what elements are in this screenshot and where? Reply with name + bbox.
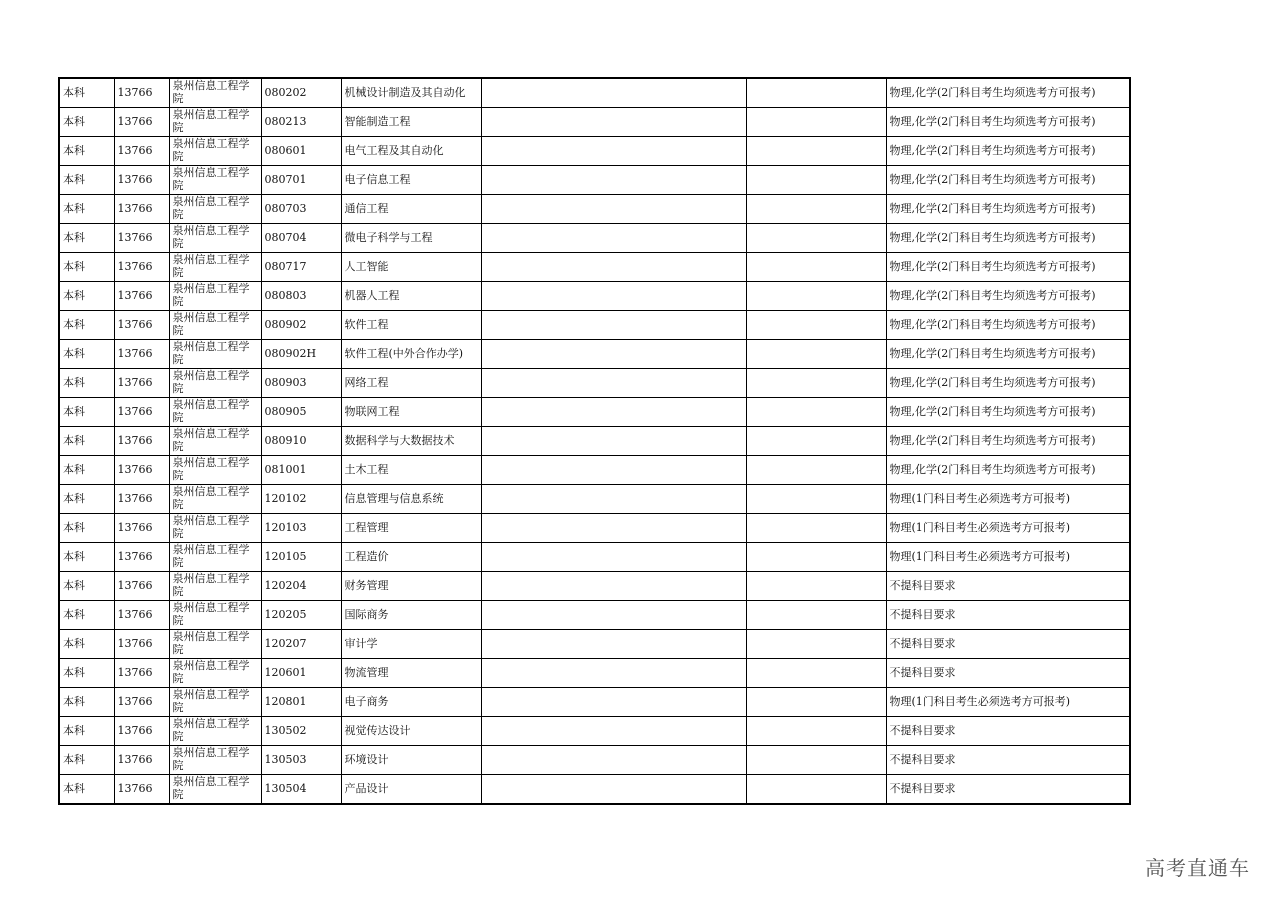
cell-major-name: 环境设计: [341, 746, 481, 775]
table-row: [59, 282, 1130, 311]
cell-empty-1: [481, 485, 746, 514]
cell-empty-2: [746, 78, 886, 108]
cell-major-name: 软件工程: [341, 311, 481, 340]
table-row: [59, 746, 1130, 775]
cell-empty-2: [746, 717, 886, 746]
cell-school-code: 13766: [114, 340, 169, 369]
table-row: [59, 340, 1130, 369]
cell-school-code: 13766: [114, 688, 169, 717]
cell-major-name: 数据科学与大数据技术: [341, 427, 481, 456]
cell-school-name: 泉州信息工程学院: [169, 166, 261, 195]
cell-subject-requirement: 物理,化学(2门科目考生均须选考方可报考): [886, 282, 1130, 311]
cell-level: 本科: [59, 543, 114, 572]
cell-level: 本科: [59, 398, 114, 427]
cell-major-code: 080213: [261, 108, 341, 137]
table-row: [59, 137, 1130, 166]
cell-school-name: 泉州信息工程学院: [169, 282, 261, 311]
cell-level: 本科: [59, 253, 114, 282]
cell-empty-2: [746, 195, 886, 224]
table-row: [59, 659, 1130, 688]
cell-major-code: 080902: [261, 311, 341, 340]
cell-major-name: 机械设计制造及其自动化: [341, 78, 481, 108]
cell-level: 本科: [59, 427, 114, 456]
table-row: [59, 398, 1130, 427]
table-row: [59, 485, 1130, 514]
table-row: [59, 514, 1130, 543]
cell-school-code: 13766: [114, 775, 169, 805]
cell-major-name: 工程管理: [341, 514, 481, 543]
cell-empty-2: [746, 456, 886, 485]
cell-empty-2: [746, 485, 886, 514]
cell-school-name: 泉州信息工程学院: [169, 688, 261, 717]
cell-major-name: 电子信息工程: [341, 166, 481, 195]
cell-empty-1: [481, 717, 746, 746]
cell-school-name: 泉州信息工程学院: [169, 775, 261, 805]
cell-subject-requirement: 物理,化学(2门科目考生均须选考方可报考): [886, 398, 1130, 427]
cell-major-name: 财务管理: [341, 572, 481, 601]
cell-subject-requirement: 物理,化学(2门科目考生均须选考方可报考): [886, 253, 1130, 282]
cell-empty-1: [481, 282, 746, 311]
cell-school-name: 泉州信息工程学院: [169, 78, 261, 108]
table-row: [59, 688, 1130, 717]
cell-major-code: 120207: [261, 630, 341, 659]
cell-empty-1: [481, 630, 746, 659]
cell-school-name: 泉州信息工程学院: [169, 195, 261, 224]
cell-major-code: 080202: [261, 78, 341, 108]
cell-empty-1: [481, 137, 746, 166]
cell-major-code: 080703: [261, 195, 341, 224]
cell-empty-2: [746, 746, 886, 775]
cell-level: 本科: [59, 717, 114, 746]
cell-major-name: 微电子科学与工程: [341, 224, 481, 253]
cell-empty-2: [746, 572, 886, 601]
cell-level: 本科: [59, 224, 114, 253]
cell-major-code: 080601: [261, 137, 341, 166]
cell-subject-requirement: 物理,化学(2门科目考生均须选考方可报考): [886, 78, 1130, 108]
requirements-table: [58, 77, 1131, 805]
cell-major-name: 软件工程(中外合作办学): [341, 340, 481, 369]
cell-school-name: 泉州信息工程学院: [169, 630, 261, 659]
cell-subject-requirement: 物理,化学(2门科目考生均须选考方可报考): [886, 195, 1130, 224]
table-row: [59, 427, 1130, 456]
cell-major-name: 智能制造工程: [341, 108, 481, 137]
cell-school-code: 13766: [114, 659, 169, 688]
cell-subject-requirement: 物理,化学(2门科目考生均须选考方可报考): [886, 137, 1130, 166]
cell-major-code: 080905: [261, 398, 341, 427]
cell-school-name: 泉州信息工程学院: [169, 543, 261, 572]
cell-subject-requirement: 不提科目要求: [886, 717, 1130, 746]
table-row: [59, 601, 1130, 630]
cell-school-name: 泉州信息工程学院: [169, 224, 261, 253]
cell-school-code: 13766: [114, 166, 169, 195]
cell-level: 本科: [59, 514, 114, 543]
cell-school-code: 13766: [114, 601, 169, 630]
cell-empty-2: [746, 514, 886, 543]
cell-school-code: 13766: [114, 311, 169, 340]
cell-empty-2: [746, 108, 886, 137]
cell-level: 本科: [59, 108, 114, 137]
table-row: [59, 369, 1130, 398]
cell-subject-requirement: 不提科目要求: [886, 775, 1130, 805]
cell-empty-2: [746, 369, 886, 398]
cell-school-code: 13766: [114, 398, 169, 427]
cell-major-code: 081001: [261, 456, 341, 485]
cell-school-name: 泉州信息工程学院: [169, 137, 261, 166]
cell-empty-1: [481, 746, 746, 775]
cell-level: 本科: [59, 775, 114, 805]
table-row: [59, 224, 1130, 253]
cell-major-name: 人工智能: [341, 253, 481, 282]
cell-school-name: 泉州信息工程学院: [169, 398, 261, 427]
cell-empty-2: [746, 311, 886, 340]
table-row: [59, 166, 1130, 195]
cell-school-code: 13766: [114, 253, 169, 282]
cell-subject-requirement: 物理(1门科目考生必须选考方可报考): [886, 543, 1130, 572]
cell-major-name: 网络工程: [341, 369, 481, 398]
cell-major-name: 电子商务: [341, 688, 481, 717]
table-row: [59, 456, 1130, 485]
cell-school-code: 13766: [114, 514, 169, 543]
cell-school-code: 13766: [114, 137, 169, 166]
cell-major-code: 120204: [261, 572, 341, 601]
cell-level: 本科: [59, 485, 114, 514]
cell-empty-1: [481, 253, 746, 282]
cell-empty-1: [481, 659, 746, 688]
cell-empty-1: [481, 775, 746, 805]
cell-empty-1: [481, 78, 746, 108]
cell-empty-2: [746, 282, 886, 311]
cell-empty-1: [481, 340, 746, 369]
cell-empty-2: [746, 543, 886, 572]
cell-subject-requirement: 物理,化学(2门科目考生均须选考方可报考): [886, 427, 1130, 456]
cell-major-name: 土木工程: [341, 456, 481, 485]
cell-empty-1: [481, 311, 746, 340]
cell-level: 本科: [59, 282, 114, 311]
cell-major-name: 审计学: [341, 630, 481, 659]
cell-major-name: 视觉传达设计: [341, 717, 481, 746]
cell-major-code: 080903: [261, 369, 341, 398]
cell-school-name: 泉州信息工程学院: [169, 311, 261, 340]
cell-subject-requirement: 不提科目要求: [886, 659, 1130, 688]
cell-major-code: 080910: [261, 427, 341, 456]
cell-empty-2: [746, 253, 886, 282]
cell-school-code: 13766: [114, 108, 169, 137]
cell-school-code: 13766: [114, 282, 169, 311]
cell-subject-requirement: 物理(1门科目考生必须选考方可报考): [886, 514, 1130, 543]
cell-subject-requirement: 不提科目要求: [886, 630, 1130, 659]
cell-major-code: 120103: [261, 514, 341, 543]
cell-empty-1: [481, 601, 746, 630]
cell-level: 本科: [59, 369, 114, 398]
cell-empty-1: [481, 195, 746, 224]
cell-major-code: 120205: [261, 601, 341, 630]
cell-major-name: 通信工程: [341, 195, 481, 224]
cell-school-name: 泉州信息工程学院: [169, 253, 261, 282]
cell-major-code: 130504: [261, 775, 341, 805]
cell-subject-requirement: 物理,化学(2门科目考生均须选考方可报考): [886, 456, 1130, 485]
cell-level: 本科: [59, 688, 114, 717]
cell-level: 本科: [59, 746, 114, 775]
cell-empty-2: [746, 601, 886, 630]
cell-subject-requirement: 不提科目要求: [886, 601, 1130, 630]
cell-school-code: 13766: [114, 717, 169, 746]
cell-school-name: 泉州信息工程学院: [169, 427, 261, 456]
cell-school-code: 13766: [114, 746, 169, 775]
cell-empty-1: [481, 369, 746, 398]
cell-school-name: 泉州信息工程学院: [169, 514, 261, 543]
cell-level: 本科: [59, 137, 114, 166]
cell-school-name: 泉州信息工程学院: [169, 485, 261, 514]
cell-empty-1: [481, 398, 746, 427]
cell-empty-2: [746, 340, 886, 369]
table-body: [59, 78, 1130, 804]
cell-level: 本科: [59, 166, 114, 195]
table-row: [59, 195, 1130, 224]
cell-level: 本科: [59, 311, 114, 340]
cell-subject-requirement: 不提科目要求: [886, 572, 1130, 601]
table-row: [59, 78, 1130, 108]
cell-subject-requirement: 物理,化学(2门科目考生均须选考方可报考): [886, 340, 1130, 369]
cell-school-name: 泉州信息工程学院: [169, 369, 261, 398]
cell-major-code: 120601: [261, 659, 341, 688]
table-row: [59, 253, 1130, 282]
cell-major-name: 产品设计: [341, 775, 481, 805]
cell-school-name: 泉州信息工程学院: [169, 601, 261, 630]
cell-major-code: 120801: [261, 688, 341, 717]
cell-level: 本科: [59, 572, 114, 601]
cell-empty-2: [746, 427, 886, 456]
cell-subject-requirement: 物理,化学(2门科目考生均须选考方可报考): [886, 224, 1130, 253]
cell-school-code: 13766: [114, 543, 169, 572]
cell-school-code: 13766: [114, 630, 169, 659]
cell-empty-2: [746, 630, 886, 659]
cell-empty-1: [481, 543, 746, 572]
cell-school-name: 泉州信息工程学院: [169, 746, 261, 775]
table-row: [59, 108, 1130, 137]
cell-school-code: 13766: [114, 78, 169, 108]
table-row: [59, 572, 1130, 601]
cell-empty-2: [746, 688, 886, 717]
cell-major-code: 080701: [261, 166, 341, 195]
cell-school-code: 13766: [114, 224, 169, 253]
cell-major-name: 机器人工程: [341, 282, 481, 311]
cell-level: 本科: [59, 78, 114, 108]
cell-major-code: 080902H: [261, 340, 341, 369]
cell-level: 本科: [59, 195, 114, 224]
cell-school-code: 13766: [114, 572, 169, 601]
cell-empty-2: [746, 224, 886, 253]
cell-major-code: 120105: [261, 543, 341, 572]
cell-subject-requirement: 物理,化学(2门科目考生均须选考方可报考): [886, 311, 1130, 340]
cell-empty-2: [746, 166, 886, 195]
cell-school-name: 泉州信息工程学院: [169, 659, 261, 688]
table-row: [59, 311, 1130, 340]
table-row: [59, 630, 1130, 659]
table-row: [59, 717, 1130, 746]
cell-school-name: 泉州信息工程学院: [169, 717, 261, 746]
cell-empty-1: [481, 688, 746, 717]
cell-major-code: 080704: [261, 224, 341, 253]
table-row: [59, 543, 1130, 572]
cell-school-code: 13766: [114, 427, 169, 456]
cell-level: 本科: [59, 456, 114, 485]
cell-empty-1: [481, 514, 746, 543]
cell-school-code: 13766: [114, 485, 169, 514]
cell-empty-2: [746, 137, 886, 166]
cell-empty-2: [746, 775, 886, 805]
cell-major-name: 物联网工程: [341, 398, 481, 427]
cell-subject-requirement: 物理(1门科目考生必须选考方可报考): [886, 485, 1130, 514]
cell-subject-requirement: 物理,化学(2门科目考生均须选考方可报考): [886, 369, 1130, 398]
cell-subject-requirement: 物理(1门科目考生必须选考方可报考): [886, 688, 1130, 717]
table-row: [59, 775, 1130, 805]
cell-school-code: 13766: [114, 369, 169, 398]
watermark-text: 高考直通车: [1145, 856, 1250, 880]
cell-major-code: 080717: [261, 253, 341, 282]
cell-empty-2: [746, 398, 886, 427]
cell-level: 本科: [59, 340, 114, 369]
cell-school-code: 13766: [114, 456, 169, 485]
cell-major-code: 130502: [261, 717, 341, 746]
cell-empty-1: [481, 166, 746, 195]
cell-school-name: 泉州信息工程学院: [169, 108, 261, 137]
cell-school-name: 泉州信息工程学院: [169, 456, 261, 485]
cell-empty-1: [481, 456, 746, 485]
cell-major-code: 120102: [261, 485, 341, 514]
cell-subject-requirement: 物理,化学(2门科目考生均须选考方可报考): [886, 166, 1130, 195]
cell-empty-1: [481, 224, 746, 253]
cell-major-name: 工程造价: [341, 543, 481, 572]
cell-major-name: 信息管理与信息系统: [341, 485, 481, 514]
cell-level: 本科: [59, 630, 114, 659]
cell-school-name: 泉州信息工程学院: [169, 572, 261, 601]
cell-subject-requirement: 不提科目要求: [886, 746, 1130, 775]
cell-empty-1: [481, 427, 746, 456]
cell-major-name: 物流管理: [341, 659, 481, 688]
cell-empty-2: [746, 659, 886, 688]
cell-major-name: 电气工程及其自动化: [341, 137, 481, 166]
cell-school-name: 泉州信息工程学院: [169, 340, 261, 369]
cell-level: 本科: [59, 659, 114, 688]
cell-empty-1: [481, 108, 746, 137]
cell-major-name: 国际商务: [341, 601, 481, 630]
cell-subject-requirement: 物理,化学(2门科目考生均须选考方可报考): [886, 108, 1130, 137]
cell-school-code: 13766: [114, 195, 169, 224]
cell-major-code: 080803: [261, 282, 341, 311]
cell-major-code: 130503: [261, 746, 341, 775]
cell-empty-1: [481, 572, 746, 601]
cell-level: 本科: [59, 601, 114, 630]
